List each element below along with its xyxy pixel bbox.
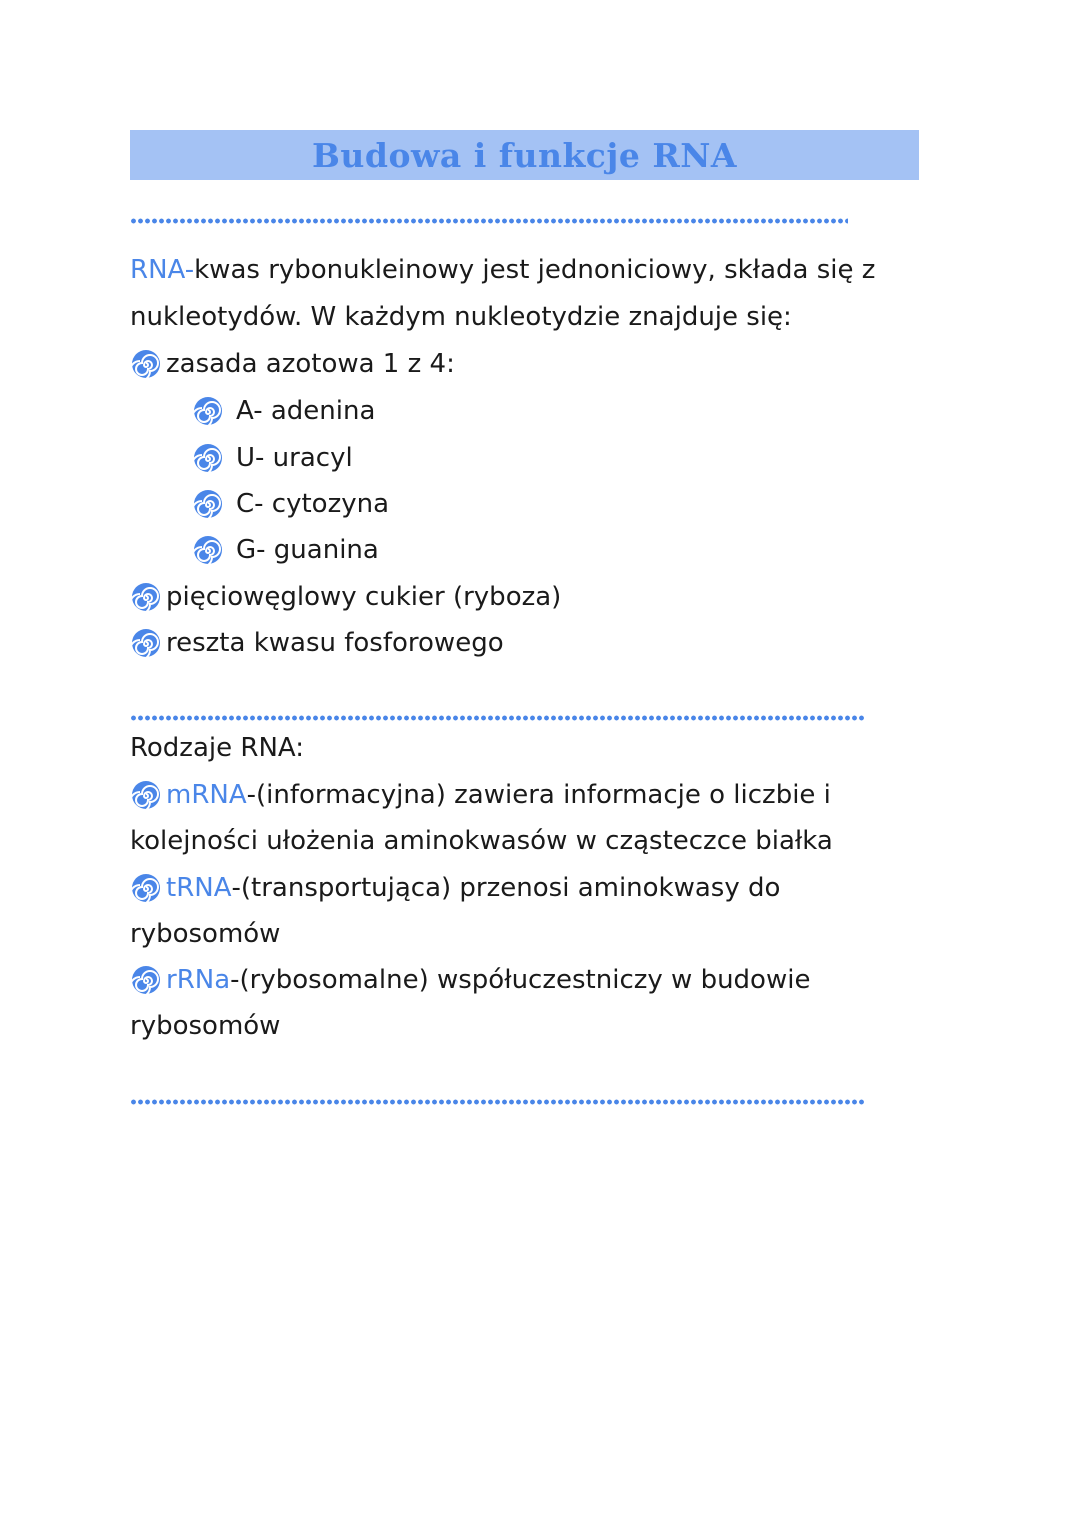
intro-text-1: kwas rybonukleinowy jest jednoniciowy, składa się z [194, 255, 876, 285]
base-u-label: U- uracyl [236, 443, 353, 473]
dotted-divider [130, 1098, 866, 1106]
list-item-base-a [192, 394, 375, 428]
mrna-term: mRNA [166, 780, 247, 810]
rrna-term: rRNa [166, 965, 231, 995]
trna-text-1: -(transportująca) przenosi aminokwasy do [231, 873, 781, 903]
list-item-base-c [192, 487, 389, 521]
trna-term: tRNA [166, 873, 232, 903]
type-trna-line-1 [130, 871, 780, 905]
type-rrna-line-1 [130, 963, 810, 997]
spiral-icon [130, 779, 162, 811]
type-mrna-line-1 [130, 778, 831, 812]
base-c-label: C- cytozyna [236, 489, 390, 519]
list-item-base [130, 347, 455, 381]
list-item-base-u [192, 441, 353, 475]
base-g-label: G- guanina [236, 535, 379, 565]
dotted-divider [130, 714, 866, 722]
type-rrna-line-2 [130, 1009, 280, 1043]
spiral-icon [192, 442, 224, 474]
list-item-base-g [192, 533, 379, 567]
intro-line-1 [130, 253, 875, 287]
trna-text-2: rybosomów [130, 919, 281, 949]
intro-line-2 [130, 300, 792, 334]
rrna-text-2: rybosomów [130, 1011, 281, 1041]
spiral-icon [130, 627, 162, 659]
title-banner [130, 130, 919, 180]
intro-text-2: nukleotydów. W każdym nukleotydzie znajduje się: [130, 302, 792, 332]
rna-term: RNA- [130, 255, 195, 285]
types-heading [130, 731, 304, 765]
spiral-icon [192, 534, 224, 566]
type-mrna-line-2 [130, 824, 833, 858]
spiral-icon [130, 964, 162, 996]
mrna-text-1: -(informacyjna) zawiera informacje o liczbie i [246, 780, 831, 810]
types-heading-text: Rodzaje RNA: [130, 733, 304, 763]
type-trna-line-2 [130, 917, 280, 951]
list-item-sugar [130, 580, 561, 614]
base-label: zasada azotowa 1 z 4: [166, 349, 455, 379]
spiral-icon [192, 395, 224, 427]
dotted-divider [130, 217, 848, 225]
spiral-icon [130, 872, 162, 904]
base-a-label: A- adenina [236, 396, 376, 426]
spiral-icon [130, 348, 162, 380]
spiral-icon [130, 581, 162, 613]
rrna-text-1: -(rybosomalne) współuczestniczy w budowie [230, 965, 811, 995]
page-title: Budowa i funkcje RNA [311, 135, 738, 175]
spiral-icon [192, 488, 224, 520]
list-item-phosphate [130, 626, 504, 660]
sugar-label: pięciowęglowy cukier (ryboza) [166, 582, 562, 612]
phosphate-label: reszta kwasu fosforowego [166, 628, 504, 658]
mrna-text-2: kolejności ułożenia aminokwasów w cząsteczce białka [130, 826, 833, 856]
